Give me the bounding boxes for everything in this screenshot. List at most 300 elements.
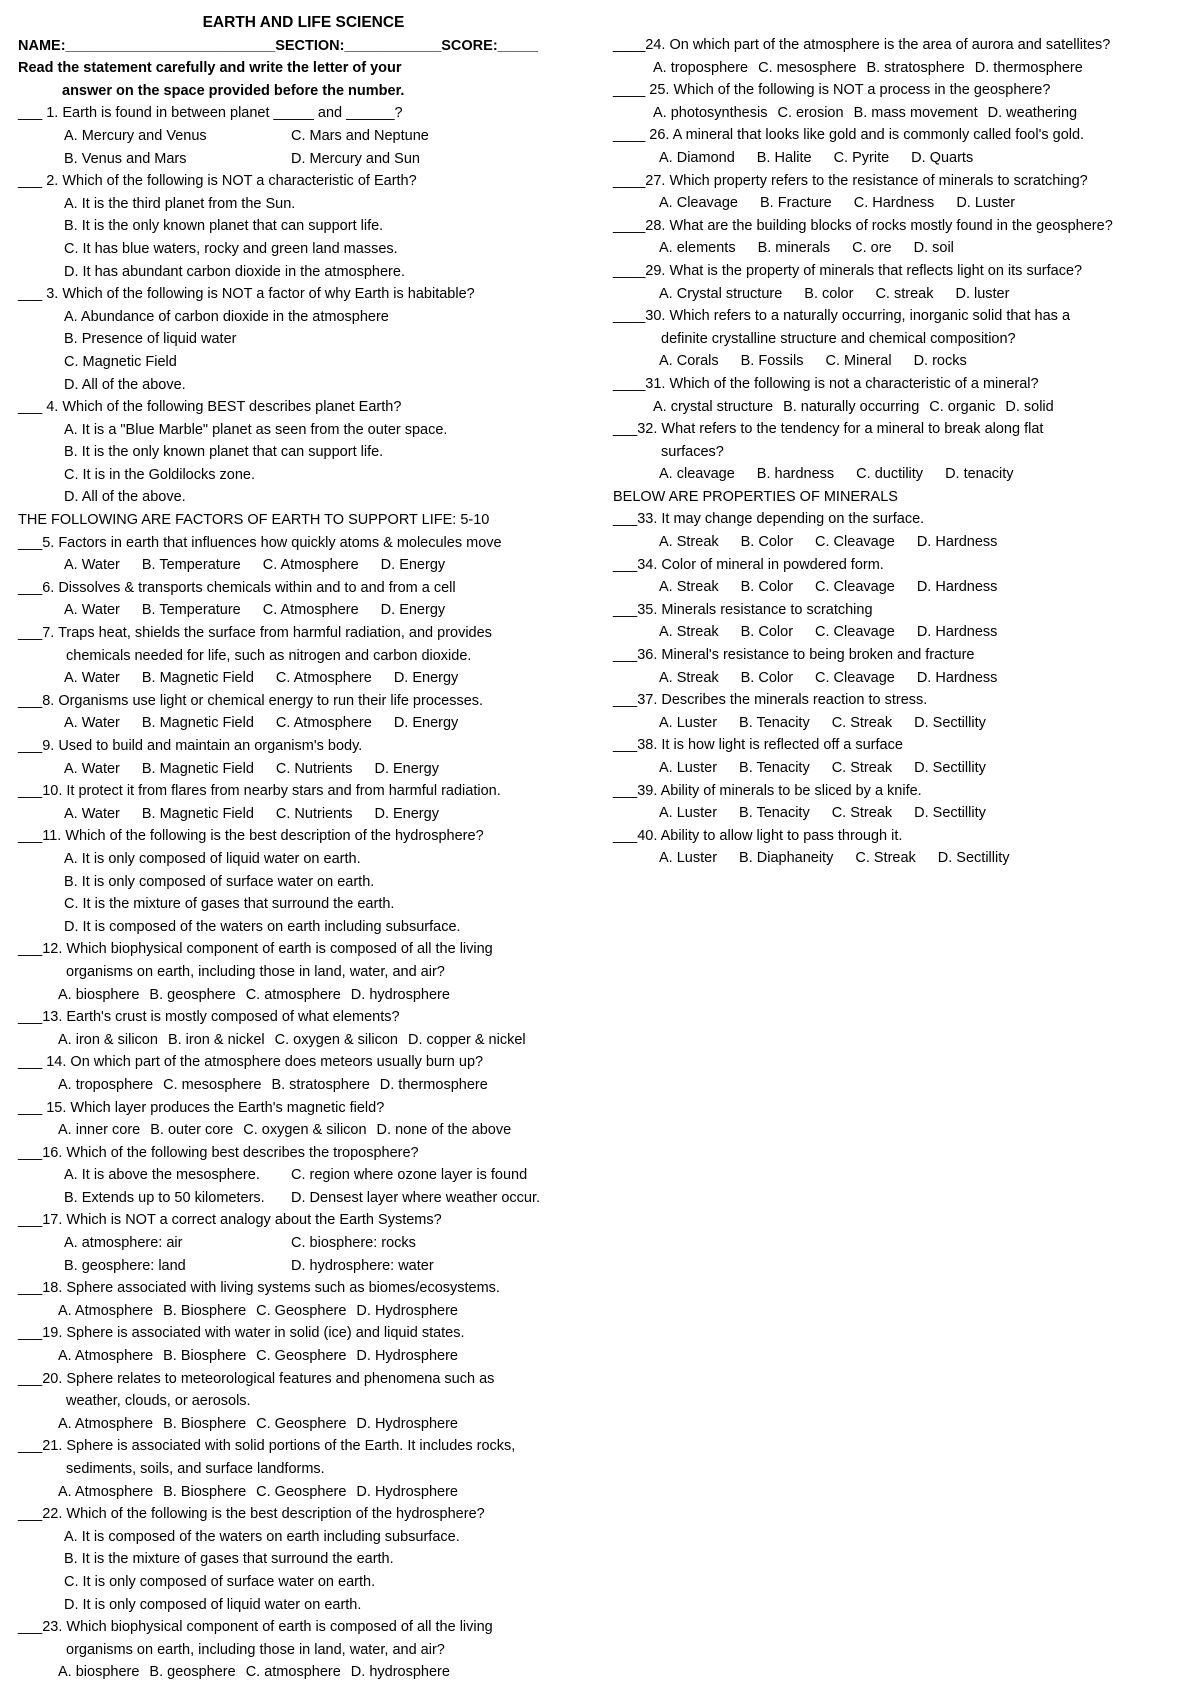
choice-row <box>613 667 1184 690</box>
question-text-continued: sediments, soils, and surface landforms. <box>66 1461 325 1477</box>
choice-option: C. Geosphere <box>256 1483 347 1500</box>
choice-option: A. Streak <box>659 624 719 641</box>
choice-option: B. It is the mixture of gases that surround the earth. <box>64 1551 394 1568</box>
choice-row <box>18 893 589 916</box>
answer-blank: ___ <box>18 692 43 709</box>
choice-option: B. It is the only known planet that can support life. <box>64 444 384 461</box>
question-head <box>613 373 1184 396</box>
question-text: 22. Which of the following is the best description of the hydrosphere? <box>42 1506 485 1523</box>
question-text: 10. It protect it from flares from nearby stars and from harmful radiation. <box>42 783 501 800</box>
choice-row <box>613 102 1184 125</box>
choice-option: C. atmosphere <box>245 986 341 1003</box>
choice-row <box>18 1345 589 1368</box>
question-item <box>18 735 589 780</box>
choice-option: B. Extends up to 50 kilometers. <box>64 1189 265 1206</box>
choice-option: B. It is the only known planet that can support life. <box>64 218 384 235</box>
choice-option: D. Luster <box>956 195 1016 212</box>
choice-option: D. weathering <box>987 104 1078 121</box>
choice-option: A. Streak <box>659 579 719 596</box>
choice-row <box>18 1255 589 1278</box>
choice-option: D. Hardness <box>916 624 998 641</box>
choice-option: A. Luster <box>659 714 718 731</box>
question-text: 32. What refers to the tendency for a mineral to break along flat <box>637 421 1044 438</box>
question-item <box>18 577 589 622</box>
choice-option: B. Halite <box>756 149 812 166</box>
question-text-continued: chemicals needed for life, such as nitrogen and carbon dioxide. <box>66 647 472 664</box>
answer-blank: ___ <box>18 579 43 596</box>
question-text: 23. Which biophysical component of earth is composed of all the living <box>42 1619 493 1636</box>
question-head <box>18 532 589 555</box>
choice-option: B. Color <box>740 534 794 551</box>
choice-option: D. Sectillity <box>914 714 986 731</box>
answer-blank: ___ <box>18 738 43 754</box>
choice-row <box>18 486 589 509</box>
choice-row <box>18 1548 589 1571</box>
choice-option: C. Nutrients <box>275 805 353 822</box>
choice-row <box>18 261 589 284</box>
choice-row <box>18 599 589 622</box>
question-text: 2. Which of the following is NOT a characteristic of Earth? <box>42 173 417 190</box>
answer-blank: ____ <box>613 172 646 189</box>
choice-option: C. It is only composed of surface water on earth. <box>64 1573 376 1590</box>
question-item <box>613 124 1184 169</box>
choice-row <box>18 374 589 397</box>
question-head <box>613 418 1184 441</box>
question-text: 4. Which of the following BEST describes planet Earth? <box>42 399 402 416</box>
choice-option: D. Densest layer where weather occur. <box>291 1189 541 1206</box>
choice-option: C. ductility <box>856 466 924 483</box>
question-text: 8. Organisms use light or chemical energy to run their life processes. <box>42 692 484 709</box>
choice-row <box>18 554 589 577</box>
answer-blank: ___ <box>613 421 638 438</box>
question-item <box>613 305 1184 373</box>
question-head <box>18 1051 589 1074</box>
question-text: 20. Sphere relates to meteorological features and phenomena such as <box>42 1370 495 1387</box>
question-text: 37. Describes the minerals reaction to stress. <box>637 692 928 709</box>
choice-option: A. biosphere <box>58 1664 140 1681</box>
choice-option: A. Water <box>64 715 120 732</box>
answer-blank: ___ <box>18 173 43 190</box>
choice-option: D. hydrosphere <box>350 986 450 1003</box>
answer-blank: ___ <box>613 511 638 528</box>
choice-option: A. Diamond <box>659 149 735 166</box>
choice-option: B. Color <box>740 669 794 686</box>
choice-option: B. Biosphere <box>163 1415 247 1432</box>
answer-blank: ___ <box>18 1370 43 1387</box>
choice-option: A. iron & silicon <box>58 1031 158 1048</box>
choice-option: D. copper & nickel <box>407 1031 526 1048</box>
choice-option: A. Water <box>64 670 120 687</box>
choice-option: B. Biosphere <box>163 1348 247 1365</box>
questions-left <box>18 102 589 1684</box>
choice-row <box>613 757 1184 780</box>
choice-option: A. Corals <box>659 353 719 370</box>
choice-option: C. Atmosphere <box>262 557 359 574</box>
choice-option: D. Energy <box>374 760 439 777</box>
question-item <box>613 170 1184 215</box>
choice-option: A. It is a "Blue Marble" planet as seen from the outer space. <box>64 421 448 438</box>
question-text: 35. Minerals resistance to scratching <box>637 601 873 618</box>
choice-option: B. minerals <box>757 240 831 257</box>
choice-option: A. Abundance of carbon dioxide in the atmosphere <box>64 308 389 325</box>
choice-option: D. Energy <box>374 805 439 822</box>
right-column <box>613 12 1184 1684</box>
choice-option: B. Temperature <box>141 602 241 619</box>
question-item <box>613 554 1184 599</box>
question-head <box>613 215 1184 238</box>
choice-option: C. Atmosphere <box>275 670 372 687</box>
choice-row <box>18 1074 589 1097</box>
choice-option: C. Atmosphere <box>275 715 372 732</box>
question-head <box>18 102 589 125</box>
choice-option: D. Energy <box>380 557 446 574</box>
choice-option: A. Luster <box>659 760 718 776</box>
answer-blank: ___ <box>18 105 43 122</box>
answer-blank: ___ <box>18 1212 43 1229</box>
question-head <box>18 1368 589 1391</box>
instructions-line-2: answer on the space provided before the number. <box>62 82 405 99</box>
instructions <box>18 57 589 102</box>
choice-row <box>18 848 589 871</box>
choice-option: C. Cleavage <box>815 534 895 551</box>
question-head <box>18 825 589 848</box>
question-item <box>18 938 589 1006</box>
choice-option: B. geosphere: land <box>64 1257 186 1274</box>
score-label: SCORE: <box>441 37 498 54</box>
question-head <box>18 396 589 419</box>
question-item <box>18 1006 589 1051</box>
question-item <box>613 215 1184 260</box>
choice-option: B. Color <box>740 624 794 641</box>
question-item <box>613 373 1184 418</box>
choice-row <box>613 531 1184 554</box>
choice-option: C. Mineral <box>825 353 892 370</box>
answer-blank: ___ <box>18 1619 43 1636</box>
choice-option: A. biosphere <box>58 986 140 1003</box>
question-text: 13. Earth's crust is mostly composed of what elements? <box>42 1009 400 1026</box>
choice-option: D. All of the above. <box>64 489 186 506</box>
choice-row <box>18 215 589 238</box>
question-item <box>613 79 1184 124</box>
choice-option: C. Geosphere <box>256 1348 347 1365</box>
choice-option: C. It is the mixture of gases that surround the earth. <box>64 896 395 913</box>
question-item <box>18 1142 589 1210</box>
name-label: NAME: <box>18 37 66 54</box>
question-item <box>613 599 1184 644</box>
question-item <box>613 734 1184 779</box>
choice-option: D. All of the above. <box>64 376 186 393</box>
answer-blank: ___ <box>18 625 43 642</box>
question-text: 15. Which layer produces the Earth's magnetic field? <box>42 1099 385 1116</box>
section-blank: ____________ <box>344 37 442 54</box>
answer-blank: ____ <box>613 127 646 144</box>
choice-row <box>18 1413 589 1436</box>
choice-option: D. Energy <box>393 715 459 732</box>
choice-option: B. Magnetic Field <box>141 805 254 822</box>
choice-row <box>18 1187 589 1210</box>
question-text-continued: weather, clouds, or aerosols. <box>66 1393 251 1410</box>
choice-option: D. luster <box>955 285 1010 302</box>
question-text: 38. It is how light is reflected off a surface <box>637 737 903 754</box>
question-item <box>18 102 589 170</box>
choice-option: B. Fossils <box>740 353 804 370</box>
question-text: 16. Which of the following best describes the troposphere? <box>42 1144 419 1161</box>
question-item <box>18 1503 589 1616</box>
section-header: BELOW ARE PROPERTIES OF MINERALS <box>613 488 898 505</box>
choice-option: A. Streak <box>659 534 719 551</box>
choice-option: D. It is composed of the waters on earth including subsurface. <box>64 918 461 935</box>
choice-option: C. Streak <box>831 714 893 731</box>
question-head <box>613 34 1184 57</box>
choice-option: B. mass movement <box>853 104 978 121</box>
choice-option: A. crystal structure <box>653 398 774 415</box>
question-item <box>18 1322 589 1367</box>
question-item <box>18 622 589 690</box>
choice-option: C. It has blue waters, rocky and green land masses. <box>64 240 398 257</box>
answer-blank: ___ <box>18 828 43 845</box>
choice-option: A. It is the third planet from the Sun. <box>64 195 296 212</box>
choice-row <box>18 871 589 894</box>
choice-option: B. stratosphere <box>271 1076 370 1093</box>
score-blank: _____ <box>497 37 538 54</box>
choice-option: A. inner core <box>58 1122 141 1139</box>
question-head <box>613 554 1184 577</box>
choice-option: A. It is only composed of liquid water on earth. <box>64 850 361 867</box>
question-text: 17. Which is NOT a correct analogy about the Earth Systems? <box>42 1212 442 1229</box>
question-head <box>613 734 1184 757</box>
choice-option: A. Water <box>64 557 120 574</box>
question-text: 11. Which of the following is the best description of the hydrosphere? <box>42 828 484 845</box>
answer-blank: ___ <box>18 1438 43 1455</box>
choice-option: D. hydrosphere: water <box>291 1257 434 1274</box>
question-item <box>18 1368 589 1436</box>
answer-blank: ____ <box>613 217 646 234</box>
answer-blank: ___ <box>18 941 43 958</box>
choice-option: D. Hydrosphere <box>356 1483 458 1500</box>
choice-option: B. stratosphere <box>866 59 965 76</box>
question-text: 40. Ability to allow light to pass through it. <box>637 827 903 844</box>
question-item <box>613 34 1184 79</box>
choice-option: B. Presence of liquid water <box>64 331 237 348</box>
answer-blank: ___ <box>18 286 43 303</box>
section-header: THE FOLLOWING ARE FACTORS OF EARTH TO SUPPORT LIFE: 5-10 <box>18 512 490 529</box>
choice-option: A. Luster <box>659 850 718 867</box>
question-text: 1. Earth is found in between planet _____ and ______? <box>42 105 403 122</box>
question-head <box>18 1503 589 1526</box>
choice-row <box>18 441 589 464</box>
choice-option: A. Streak <box>659 669 719 686</box>
choice-option: C. organic <box>929 398 996 415</box>
choice-option: D. solid <box>1005 398 1054 415</box>
choice-row <box>613 350 1184 373</box>
choice-option: A. Atmosphere <box>58 1348 154 1365</box>
choice-option: C. oxygen & silicon <box>243 1122 367 1139</box>
question-head <box>18 1097 589 1120</box>
choice-option: A. photosynthesis <box>653 104 768 121</box>
question-text: 24. On which part of the atmosphere is the area of aurora and satellites? <box>645 37 1111 53</box>
question-text: 6. Dissolves & transports chemicals within and to and from a cell <box>42 579 456 596</box>
question-head <box>613 79 1184 102</box>
choice-row <box>18 984 589 1007</box>
choice-option: C. biosphere: rocks <box>291 1235 416 1252</box>
choice-option: D. Sectillity <box>914 805 986 822</box>
answer-blank: ___ <box>18 1325 43 1342</box>
choice-row <box>18 1481 589 1504</box>
choice-option: C. region where ozone layer is found <box>291 1167 528 1184</box>
choice-option: C. Streak <box>831 760 893 776</box>
choice-option: C. It is in the Goldilocks zone. <box>64 466 255 483</box>
answer-blank: ___ <box>18 1280 43 1297</box>
choice-row <box>613 147 1184 170</box>
choice-option: B. It is only composed of surface water on earth. <box>64 873 375 890</box>
question-text-continued: organisms on earth, including those in land, water, and air? <box>66 1641 445 1658</box>
choice-option: D. Quarts <box>911 149 974 166</box>
question-item <box>613 689 1184 734</box>
choice-row <box>18 419 589 442</box>
answer-blank: ___ <box>613 737 638 754</box>
choice-option: B. Venus and Mars <box>64 150 187 167</box>
choice-row <box>613 463 1184 486</box>
question-head <box>18 1616 589 1639</box>
choice-option: C. Mars and Neptune <box>291 127 429 144</box>
question-item <box>18 690 589 735</box>
choice-option: D. rocks <box>913 353 967 370</box>
question-text: 26. A mineral that looks like gold and is commonly called fool's gold. <box>645 127 1085 144</box>
question-item <box>613 644 1184 689</box>
choice-option: C. Pyrite <box>833 149 890 166</box>
choice-row <box>18 148 589 171</box>
choice-option: B. Tenacity <box>739 714 810 731</box>
choice-row <box>613 396 1184 419</box>
choice-option: A. Luster <box>659 805 718 822</box>
choice-option: B. geosphere <box>149 986 236 1003</box>
question-text: 31. Which of the following is not a characteristic of a mineral? <box>645 375 1039 392</box>
choice-option: B. outer core <box>150 1122 234 1139</box>
question-text: 12. Which biophysical component of earth is composed of all the living <box>42 941 493 958</box>
question-item <box>18 1209 589 1277</box>
question-head <box>18 780 589 803</box>
question-head <box>613 780 1184 803</box>
answer-blank: ___ <box>613 556 638 573</box>
choice-option: D. It has abundant carbon dioxide in the atmosphere. <box>64 263 405 280</box>
question-head <box>18 1277 589 1300</box>
question-head <box>18 938 589 961</box>
question-head <box>18 283 589 306</box>
question-text: 29. What is the property of minerals that reflects light on its surface? <box>645 262 1083 279</box>
choice-option: C. Streak <box>855 850 916 867</box>
choice-option: A. cleavage <box>659 466 735 483</box>
choice-row <box>613 237 1184 260</box>
answer-blank: ___ <box>18 1099 43 1116</box>
question-item <box>18 1097 589 1142</box>
choice-option: A. Water <box>64 805 120 822</box>
choice-option: D. Energy <box>380 602 446 619</box>
choice-row <box>613 57 1184 80</box>
left-column <box>18 12 589 1684</box>
question-head <box>18 622 589 645</box>
choice-row <box>18 1661 589 1684</box>
choice-option: B. Color <box>740 579 794 596</box>
question-item <box>613 825 1184 870</box>
choice-row <box>613 576 1184 599</box>
choice-row <box>18 1571 589 1594</box>
question-item <box>613 418 1184 486</box>
choice-option: D. Hydrosphere <box>356 1415 458 1432</box>
choice-option: D. Sectillity <box>914 760 986 776</box>
question-text: 3. Which of the following is NOT a factor of why Earth is habitable? <box>42 286 475 303</box>
choice-option: D. Sectillity <box>937 850 1010 867</box>
choice-row <box>18 328 589 351</box>
choice-option: C. Geosphere <box>256 1415 347 1432</box>
choice-option: A. troposphere <box>653 59 749 76</box>
question-text: 7. Traps heat, shields the surface from harmful radiation, and provides <box>42 625 492 642</box>
question-item <box>18 1616 589 1684</box>
choice-option: C. Hardness <box>853 195 935 212</box>
question-item <box>18 1435 589 1503</box>
answer-blank: ___ <box>18 399 43 416</box>
answer-blank: ___ <box>613 827 638 844</box>
question-text: 25. Which of the following is NOT a process in the geosphere? <box>645 82 1051 99</box>
choice-option: C. Geosphere <box>256 1302 347 1319</box>
answer-blank: ____ <box>613 37 646 53</box>
choice-option: B. naturally occurring <box>783 398 920 415</box>
choice-option: D. Hardness <box>916 579 998 596</box>
choice-option: D. Hydrosphere <box>356 1348 458 1365</box>
choice-option: B. color <box>804 285 854 302</box>
choice-option: D. hydrosphere <box>350 1664 450 1681</box>
question-text: 18. Sphere associated with living systems such as biomes/ecosystems. <box>42 1280 500 1297</box>
choice-option: D. It is only composed of liquid water on earth. <box>64 1596 362 1613</box>
question-head <box>18 1209 589 1232</box>
question-head <box>18 1142 589 1165</box>
choice-option: A. It is above the mesosphere. <box>64 1167 260 1184</box>
choice-row <box>18 1119 589 1142</box>
choice-row <box>18 1029 589 1052</box>
choice-option: A. Cleavage <box>659 195 738 212</box>
question-head <box>613 170 1184 193</box>
choice-option: B. Diaphaneity <box>739 850 834 867</box>
choice-option: C. atmosphere <box>245 1664 341 1681</box>
instructions-line-1: Read the statement carefully and write the letter of your <box>18 60 402 77</box>
choice-option: D. soil <box>913 240 954 257</box>
choice-option: C. oxygen & silicon <box>274 1031 398 1048</box>
choice-row <box>18 667 589 690</box>
page-title: EARTH AND LIFE SCIENCE <box>202 14 405 31</box>
answer-blank: ___ <box>18 1506 43 1523</box>
question-head <box>613 825 1184 848</box>
answer-blank: ____ <box>613 308 646 325</box>
answer-blank: ___ <box>18 1054 43 1071</box>
question-head <box>613 689 1184 712</box>
question-text: 14. On which part of the atmosphere does meteors usually burn up? <box>42 1054 484 1071</box>
choice-option: D. Hardness <box>916 534 998 551</box>
choice-option: B. Biosphere <box>163 1302 247 1319</box>
choice-row <box>18 916 589 939</box>
choice-row <box>18 238 589 261</box>
choice-row <box>613 621 1184 644</box>
choice-row <box>18 803 589 826</box>
choice-option: B. iron & nickel <box>167 1031 265 1048</box>
answer-blank: ____ <box>613 262 646 279</box>
choice-option: C. Atmosphere <box>262 602 359 619</box>
choice-option: D. Hydrosphere <box>356 1302 458 1319</box>
question-head <box>18 690 589 713</box>
choice-option: A. atmosphere: air <box>64 1235 183 1252</box>
choice-row <box>613 712 1184 735</box>
choice-option: A. Water <box>64 760 120 777</box>
choice-option: A. Atmosphere <box>58 1415 154 1432</box>
question-item <box>18 396 589 509</box>
